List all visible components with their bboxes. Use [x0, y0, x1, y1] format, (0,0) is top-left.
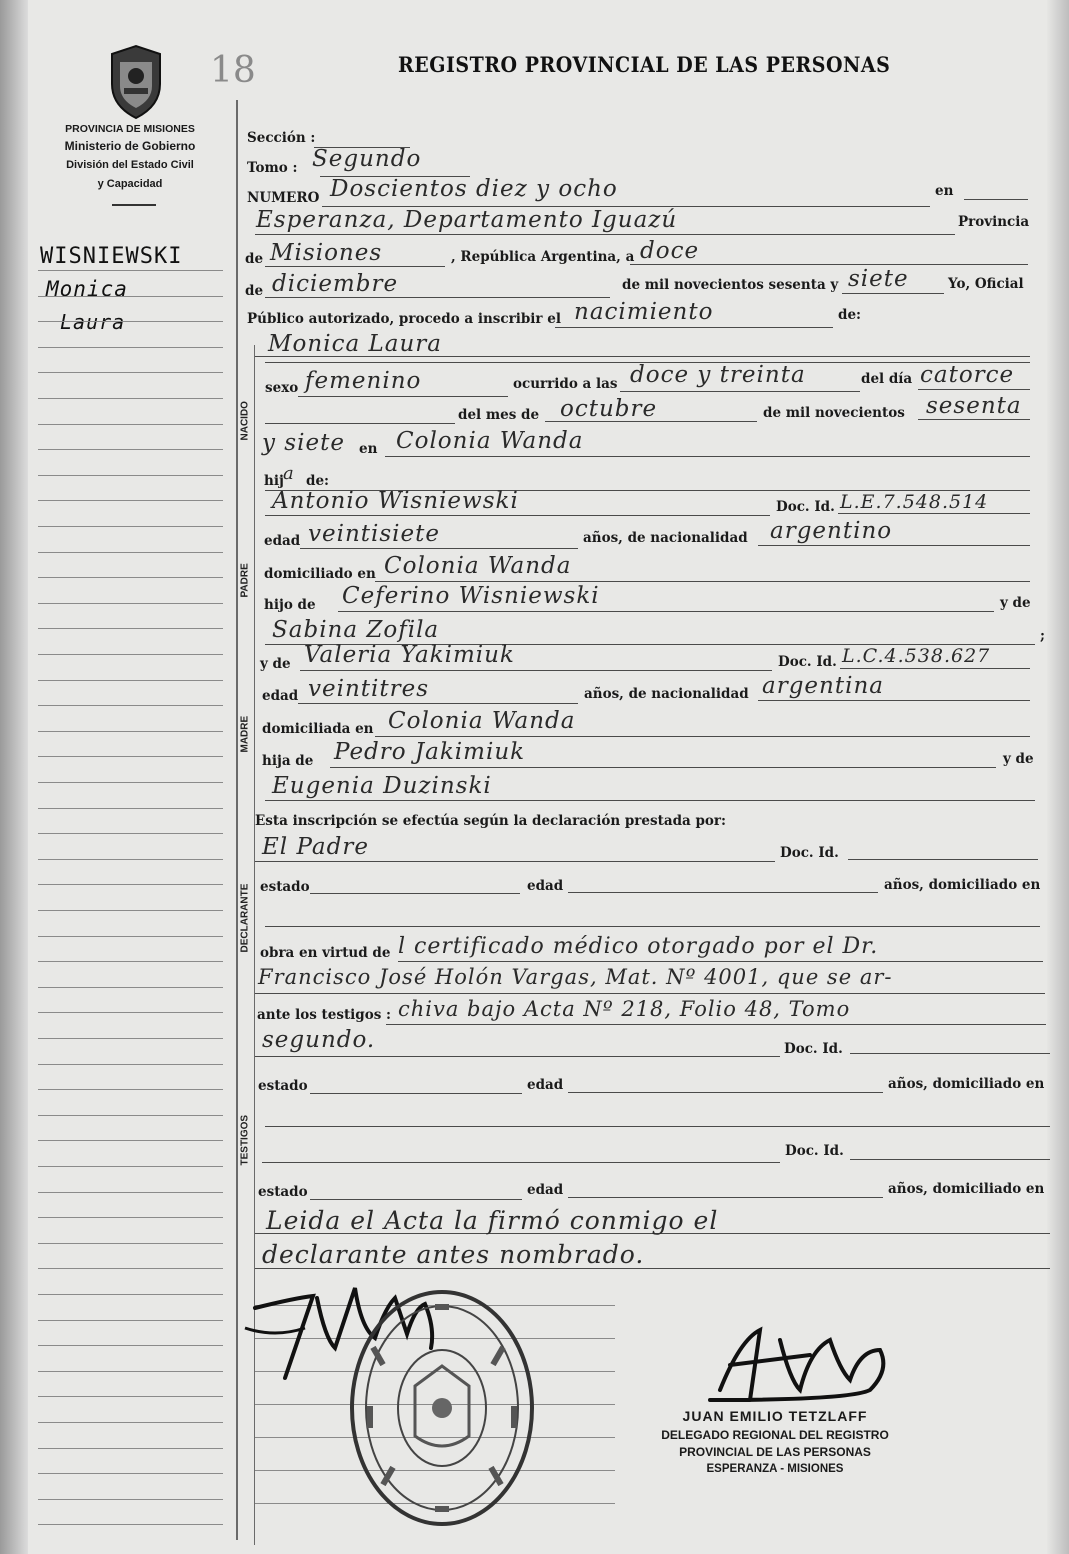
label-domiciliado-padre: domiciliado en: [264, 566, 376, 582]
margin-ruled-line: [38, 936, 223, 937]
hw-acto: nacimiento: [574, 299, 714, 325]
hw-abuelo-m: Pedro Jakimiuk: [334, 739, 526, 765]
side-label-padre: PADRE: [239, 563, 251, 598]
hw-dia-nac: catorce: [920, 362, 1015, 388]
margin-ruled-line: [38, 910, 223, 911]
margin-ruled-line: [38, 1268, 223, 1269]
rule-madre: [300, 670, 772, 671]
label-doc-madre: Doc. Id.: [778, 654, 837, 670]
label-estado-testigo-2: estado: [258, 1184, 308, 1200]
margin-ruled-line: [38, 1064, 223, 1065]
label-semicolon: ;: [1040, 628, 1045, 644]
rule-padre-nac: [758, 545, 1030, 546]
hw-obra-1: l certificado médico otorgado por el Dr.: [398, 934, 879, 959]
rule-obra-3: [386, 1024, 1046, 1025]
label-hijo-de: hijo de: [264, 597, 316, 613]
hw-mes-nac: octubre: [560, 396, 658, 422]
rule-estado-declarante: [310, 893, 520, 894]
label-anios-domiciliado-1: años, domiciliado en: [884, 877, 1041, 893]
rule-obra-2: [255, 993, 1045, 994]
hw-anio-nac-b: y siete: [262, 430, 345, 456]
margin-surname: WISNIEWSKI: [40, 244, 183, 269]
margin-ruled-line: [38, 475, 223, 476]
hw-obra-2: Francisco José Holón Vargas, Mat. Nº 4001, que se ar-: [258, 965, 893, 989]
label-numero: NUMERO: [247, 190, 320, 206]
margin-ruled-line: [38, 1166, 223, 1167]
label-de-hij: de:: [306, 473, 330, 489]
margin-ruled-line: [38, 1499, 223, 1500]
margin-ruled-line: [38, 1192, 223, 1193]
margin-ruled-line: [38, 654, 223, 655]
label-anios-domiciliado-3: años, domiciliado en: [888, 1181, 1045, 1197]
hw-obra-4: segundo.: [262, 1027, 376, 1053]
rule-lugar-nac: [385, 456, 1030, 457]
margin-ruled-line: [38, 859, 223, 860]
rule-anio: [842, 293, 944, 294]
label-edad-testigo-2: edad: [527, 1182, 564, 1198]
rule-edad-testigo-2: [568, 1197, 883, 1198]
margin-ruled-line: [38, 526, 223, 527]
margin-ruled-line: [38, 398, 223, 399]
page-shadow-left: [0, 0, 28, 1554]
label-estado-declarante: estado: [260, 879, 310, 895]
rule-en: [964, 199, 1028, 200]
rule-mes: [265, 297, 610, 298]
margin-ruled-line: [38, 1345, 223, 1346]
rule-acto: [555, 327, 833, 328]
rule-abuelo-p: [338, 611, 994, 612]
rule-lugar: [255, 234, 955, 235]
side-label-declarante: DECLARANTE: [239, 883, 251, 953]
official-title-2: PROVINCIAL DE LAS PERSONAS: [679, 1445, 871, 1459]
margin-first-name: Monica: [46, 277, 128, 301]
label-y-de-padre: y de: [1000, 595, 1031, 611]
label-obra: obra en virtud de: [260, 945, 391, 961]
hw-abuela-p: Sabina Zofila: [272, 617, 440, 643]
hw-declarante: El Padre: [262, 834, 369, 860]
label-del-dia: del día: [861, 371, 913, 387]
rule-testigo-1: [255, 1056, 780, 1057]
hw-madre-doc: L.C.4.538.627: [842, 645, 991, 667]
margin-ruled-line: [38, 1217, 223, 1218]
rule-provincia: [265, 266, 445, 267]
label-doc-padre: Doc. Id.: [776, 499, 835, 515]
margin-ruled-line: [38, 1396, 223, 1397]
label-seccion: Sección :: [247, 130, 316, 146]
rule-estado-testigo-2: [310, 1199, 522, 1200]
margin-ruled-line: [38, 680, 223, 681]
label-domiciliada-madre: domiciliada en: [262, 721, 374, 737]
page-number: 18: [210, 50, 256, 91]
rule-abuela-m: [265, 800, 1035, 801]
issuer-capacity: y Capacidad: [97, 178, 163, 190]
rule-padre-doc: [838, 513, 1030, 514]
label-de-1: de: [245, 251, 264, 267]
official-stamp-icon: [345, 1286, 540, 1531]
hw-lugar: Esperanza, Departamento Iguazú: [256, 207, 678, 233]
margin-second-name: Laura: [60, 310, 126, 334]
rule-madre-dom: [375, 736, 1030, 737]
hw-hora: doce y treinta: [630, 362, 806, 388]
hw-provincia: Misiones: [270, 240, 383, 266]
margin-ruled-line: [38, 296, 223, 297]
hw-anio: siete: [848, 266, 909, 292]
margin-ruled-line: [38, 833, 223, 834]
margin-ruled-line: [38, 1012, 223, 1013]
margin-ruled-line: [38, 500, 223, 501]
margin-ruled-line: [38, 1473, 223, 1474]
official-name: JUAN EMILIO TETZLAFF: [682, 1408, 868, 1424]
label-tomo: Tomo :: [247, 160, 298, 176]
label-nacionalidad-padre: años, de nacionalidad: [583, 530, 748, 546]
margin-ruled-line: [38, 808, 223, 809]
hw-padre-nac: argentino: [770, 518, 893, 544]
hw-nombre: Monica Laura: [268, 331, 442, 357]
hw-padre: Antonio Wisniewski: [272, 488, 519, 514]
label-en-nacido: en: [359, 441, 378, 457]
margin-ruled-line: [38, 782, 223, 783]
label-edad-madre: edad: [262, 688, 299, 704]
margin-ruled-line: [38, 756, 223, 757]
rule-padre: [265, 515, 770, 516]
rule-dia-nac: [918, 389, 1030, 390]
page-title: REGISTRO PROVINCIAL DE LAS PERSONAS: [398, 52, 891, 78]
rule-edad-declarante: [568, 892, 878, 893]
page-shadow-right: [1047, 0, 1069, 1554]
margin-ruled-line: [38, 577, 223, 578]
hw-numero: Doscientos diez y ocho: [330, 176, 618, 202]
margin-ruled-line: [38, 1448, 223, 1449]
label-de-2: de: [245, 283, 264, 299]
official-title-3: ESPERANZA - MISIONES: [706, 1463, 844, 1475]
hw-madre-nac: argentina: [762, 673, 884, 699]
margin-ruled-line: [38, 1115, 223, 1116]
hw-anio-nac-a: sesenta: [926, 393, 1022, 419]
label-testigos: ante los testigos :: [257, 1007, 392, 1023]
label-mil-novecientos-sesenta: de mil novecientos sesenta y: [622, 277, 839, 293]
issuer-division: División del Estado Civil: [66, 159, 194, 171]
rule-dia: [630, 264, 1028, 265]
hw-cierre-2: declarante antes nombrado.: [262, 1240, 645, 1269]
margin-ruled-line: [38, 705, 223, 706]
label-ocurrido: ocurrido a las: [513, 376, 618, 392]
rule-abuelo-m: [330, 767, 996, 768]
rule-domicilio-declarante: [265, 926, 1040, 927]
hw-madre-edad: veintitres: [308, 676, 430, 702]
rule-estado-testigo-1: [310, 1093, 522, 1094]
hw-cierre-1: Leida el Acta la firmó conmigo el: [266, 1206, 719, 1235]
coat-of-arms-icon: [104, 44, 168, 120]
rule-dia-nac-2: [265, 423, 455, 424]
label-yo-oficial: Yo, Oficial: [948, 276, 1024, 292]
label-sexo: sexo: [265, 380, 299, 396]
margin-ruled-line: [38, 1140, 223, 1141]
issuer-province: PROVINCIA DE MISIONES: [65, 123, 195, 135]
label-doc-testigo-1: Doc. Id.: [784, 1041, 843, 1057]
margin-ruled-line: [38, 1320, 223, 1321]
hw-madre: Valeria Yakimiuk: [304, 642, 515, 668]
margin-ruled-line: [38, 603, 223, 604]
rule-testigo-2: [262, 1162, 780, 1163]
label-en: en: [935, 183, 954, 199]
issuer-divider: [112, 204, 156, 206]
hw-madre-dom: Colonia Wanda: [388, 708, 576, 734]
margin-ruled-line: [38, 1371, 223, 1372]
label-doc-testigo-2: Doc. Id.: [785, 1143, 844, 1159]
hw-lugar-nac: Colonia Wanda: [396, 428, 584, 454]
hw-dia: doce: [640, 238, 700, 264]
label-republica: , República Argentina, a: [451, 249, 635, 265]
label-doc-declarante: Doc. Id.: [780, 845, 839, 861]
margin-ruled-line: [38, 424, 223, 425]
rule-testigo-1-doc: [850, 1053, 1050, 1054]
rule-padre-edad: [300, 548, 578, 549]
margin-ruled-line: [38, 884, 223, 885]
rule-hora: [620, 391, 860, 392]
margin-ruled-line: [38, 1243, 223, 1244]
hw-mes: diciembre: [272, 271, 399, 297]
rule-anio-nac: [918, 419, 1030, 420]
hw-sexo: femenino: [305, 368, 422, 394]
margin-ruled-line: [38, 628, 223, 629]
label-provincia: Provincia: [958, 214, 1030, 230]
label-mil-novecientos: de mil novecientos: [763, 405, 905, 421]
rule-declarante-doc: [848, 859, 1038, 860]
margin-ruled-line: [38, 347, 223, 348]
official-title-1: DELEGADO REGIONAL DEL REGISTRO: [661, 1428, 889, 1442]
rule-padre-dom: [375, 581, 1030, 582]
margin-ruled-line: [38, 270, 223, 271]
label-nacionalidad-madre: años, de nacionalidad: [584, 686, 749, 702]
hw-abuelo-p: Ceferino Wisniewski: [342, 583, 600, 609]
side-label-testigos: TESTIGOS: [239, 1114, 251, 1166]
hw-hijo-suffix: a: [283, 463, 295, 484]
label-hij: hij: [264, 473, 284, 489]
margin-ruled-line: [38, 552, 223, 553]
issuer-ministry: Ministerio de Gobierno: [64, 139, 196, 153]
hw-tomo: Segundo: [312, 146, 422, 172]
label-declaracion: Esta inscripción se efectúa según la declaración prestada por:: [255, 813, 727, 829]
label-edad-declarante: edad: [527, 878, 564, 894]
label-anios-domiciliado-2: años, domiciliado en: [888, 1076, 1045, 1092]
margin-ruled-line: [38, 1038, 223, 1039]
label-y-de-abuela: y de: [1003, 751, 1034, 767]
rule-madre-edad: [298, 703, 578, 704]
margin-ruled-line: [38, 449, 223, 450]
side-label-nacido: NACIDO: [239, 401, 251, 441]
label-edad-padre: edad: [264, 533, 301, 549]
margin-ruled-line: [38, 1422, 223, 1423]
margin-ruled-line: [38, 1089, 223, 1090]
hw-padre-dom: Colonia Wanda: [384, 553, 572, 579]
rule-obra-1: [398, 961, 1043, 962]
margin-ruled-line: [38, 1294, 223, 1295]
margin-ruled-line: [38, 1524, 223, 1525]
label-estado-testigo-1: estado: [258, 1078, 308, 1094]
rule-declarante: [255, 861, 775, 862]
label-del-mes: del mes de: [458, 407, 540, 423]
hw-obra-3: chiva bajo Acta Nº 218, Folio 48, Tomo: [398, 997, 851, 1021]
label-publico: Público autorizado, procedo a inscribir el: [247, 311, 561, 327]
rule-domicilio-testigo-1: [265, 1126, 1050, 1127]
rule-testigo-2-doc: [850, 1159, 1050, 1160]
label-hija-de: hija de: [262, 753, 314, 769]
rule-edad-testigo-1: [568, 1092, 883, 1093]
label-y-de-madre: y de: [260, 656, 291, 672]
official-signature-icon: [690, 1320, 920, 1410]
label-edad-testigo-1: edad: [527, 1077, 564, 1093]
rule-madre-doc: [840, 668, 1030, 669]
hw-padre-edad: veintisiete: [308, 521, 440, 547]
margin-ruled-line: [38, 961, 223, 962]
hw-abuela-m: Eugenia Duzinski: [272, 773, 492, 799]
margin-ruled-line: [38, 731, 223, 732]
label-de-colon: de:: [838, 307, 862, 323]
margin-ruled-line: [38, 321, 223, 322]
hw-padre-doc: L.E.7.548.514: [840, 491, 989, 513]
rule-sexo: [298, 396, 508, 397]
margin-ruled-line: [38, 987, 223, 988]
margin-ruled-line: [38, 372, 223, 373]
side-label-madre: MADRE: [239, 715, 251, 753]
rule-madre-nac: [758, 700, 1030, 701]
